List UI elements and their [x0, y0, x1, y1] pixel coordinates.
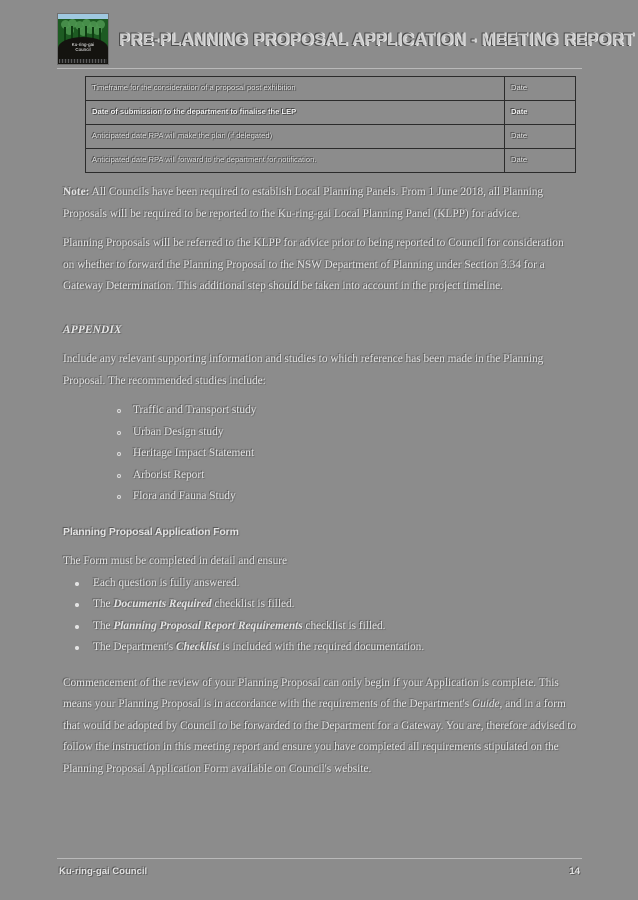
appendix-studies-list [63, 400, 577, 508]
list-item: Arborist Report [133, 465, 577, 487]
closing-paragraph [63, 673, 577, 781]
timeline-table-body [86, 77, 576, 173]
footer-divider [57, 858, 582, 859]
appendix-intro: Include any relevant supporting information and studies to which reference has been made in the Planning Proposal. The recommended studies include: [63, 353, 544, 387]
list-item-em: Documents Required [113, 598, 212, 610]
application-form-intro: The Form must be completed in detail and ensure [63, 555, 287, 567]
note-text: All Councils have been required to establish Local Planning Panels. From 1 June 2018, all Planning Proposals will be required to be reported to the Ku-ring-gai Local Planning Panel (KLPP) for advice. [63, 186, 544, 220]
note-label: Note: [63, 186, 90, 198]
list-item-post: checklist is filled. [211, 598, 295, 610]
spacer [63, 659, 577, 673]
table-cell-label: Timeframe for the consideration of a proposal post exhibition [86, 77, 505, 101]
logo-wordmark-line1: Ku-ring-gai [71, 42, 95, 47]
application-form-heading: Planning Proposal Application Form [63, 526, 239, 538]
list-item [93, 594, 577, 616]
table-row [86, 77, 576, 101]
appendix-heading: APPENDIX [63, 323, 122, 336]
table-cell-date[interactable]: Date [505, 77, 576, 101]
table-cell-label-text: Date of submission to the department to finalise the [92, 107, 282, 116]
table-cell-date[interactable]: Date [505, 101, 576, 125]
logo-footer-strip [59, 59, 107, 63]
logo-wordmark-line2: Council [75, 47, 91, 52]
closing-part2: , and in a form that would be adopted by Council to be forwarded to the Department for a Gateway. You are, therefore advised to follow the instruction in this meeting report and ensure you have completed all requirements stipulated on the Planning Proposal Application Form available on Council's website. [63, 698, 577, 775]
list-item-post: checklist is filled. [302, 619, 386, 632]
page-title: PRE-PLANNING PROPOSAL APPLICATION - MEETING REPORT [119, 31, 635, 49]
table-cell-label [86, 101, 505, 125]
closing-part1: Commencement of the review of your Planning Proposal can only begin if your Application is complete. This means your Planning Proposal is in accordance with the requirements of the Department's [63, 676, 559, 710]
list-item: Urban Design study [133, 422, 577, 444]
page-footer [59, 866, 580, 877]
table-cell-label-lep: LEP [281, 107, 297, 116]
kuringgai-council-logo [57, 13, 109, 65]
note-paragraph [63, 182, 577, 225]
klpp-paragraph: Planning Proposals will be referred to the KLPP for advice prior to being reported to Council for consideration on whether to forward the Planning Proposal to the NSW Department of Planning under Section 3.34 for a Gateway Determination. This additional step should be taken into account in the project timeline. [63, 237, 564, 292]
table-cell-label: Anticipated date RPA will forward to the department for notification. [86, 149, 505, 173]
document-body [63, 182, 577, 788]
page-header [57, 13, 635, 65]
list-item: Traffic and Transport study [133, 400, 577, 422]
application-form-checklist [63, 573, 577, 659]
list-item-pre: The [93, 619, 114, 632]
list-item [93, 616, 577, 638]
timeline-table [85, 76, 576, 173]
table-cell-date[interactable]: Date [505, 125, 576, 149]
spacer [63, 508, 577, 522]
list-item-pre: The Department's [93, 641, 176, 653]
list-item-em: Checklist [175, 641, 220, 653]
table-row [86, 125, 576, 149]
table-cell-label: Anticipated date RPA will make the plan (if delegated) [86, 125, 505, 149]
footer-organisation: Ku-ring-gai Council [59, 866, 148, 877]
list-item-pre: Each question is fully answered. [93, 576, 240, 589]
table-row [86, 101, 576, 125]
list-item [93, 573, 577, 595]
footer-page-number: 14 [569, 866, 580, 877]
list-item-pre: The [93, 598, 114, 610]
list-item: Flora and Fauna Study [133, 486, 577, 508]
logo-wordmark [58, 42, 108, 52]
closing-guide-em: Guide [471, 698, 500, 710]
list-item: Heritage Impact Statement [133, 443, 577, 465]
table-row [86, 149, 576, 173]
spacer [63, 306, 577, 320]
list-item [93, 637, 577, 659]
list-item-post: is included with the required documentation. [219, 641, 425, 653]
header-divider [57, 68, 582, 69]
list-item-em: Planning Proposal Report Requirements [113, 619, 303, 632]
table-cell-date[interactable]: Date [505, 149, 576, 173]
